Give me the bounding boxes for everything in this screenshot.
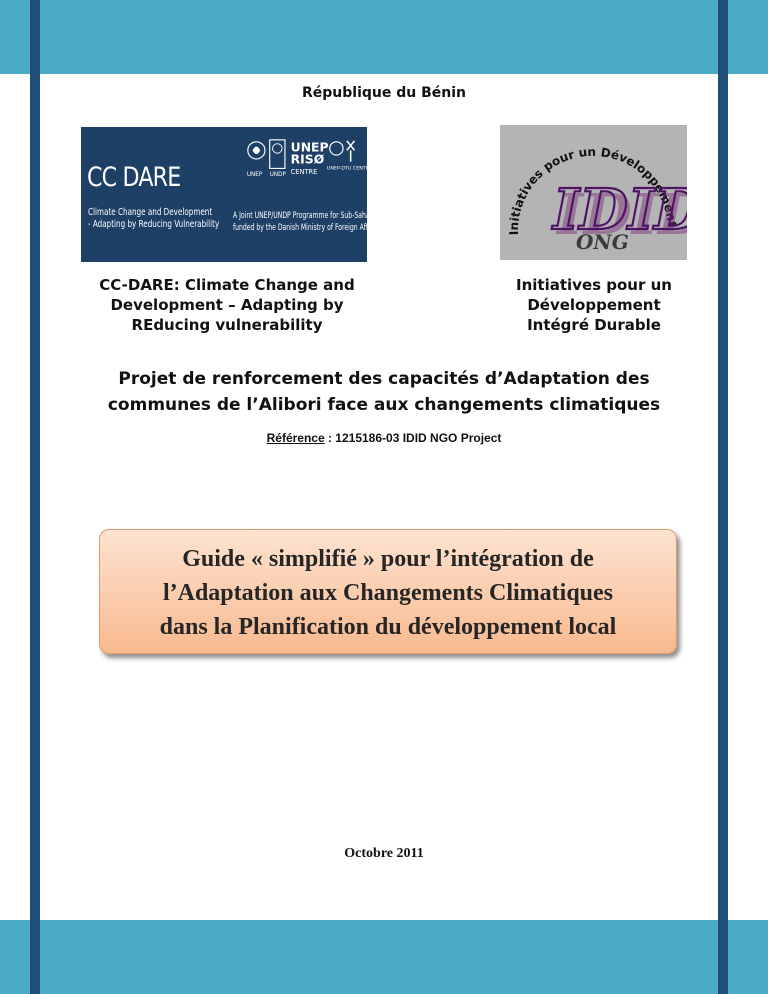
- centre-text: CENTRE: [290, 168, 318, 177]
- guide-title-box: [99, 529, 677, 654]
- unep-text: UNEP: [290, 140, 329, 155]
- riso-text: RISØ: [290, 152, 325, 167]
- project-reference: [0, 431, 768, 445]
- top-banner: [0, 0, 768, 74]
- idid-caption: Initiatives pour un Développement Intégré Durable: [516, 276, 672, 334]
- ong-mark: ONG: [576, 230, 629, 254]
- idid-letters-shadow: IDI: [557, 182, 658, 248]
- left-border-bar: [30, 0, 40, 994]
- cc-dare-wordmark: CC DARE: [87, 162, 181, 193]
- cc-dare-tagline: A Joint UNEP/UNDP Programme for Sub-Saharan Africa funded by the Danish Ministry of Foreign Affairs: [233, 211, 400, 233]
- undp-small-label: UNDP: [269, 172, 286, 179]
- idid-emblem: [500, 125, 687, 260]
- idid-arc-text: Initiatives pour un Développement: [506, 144, 680, 236]
- bottom-banner: [0, 920, 768, 994]
- unep-small-label: UNEP: [246, 172, 263, 179]
- unep-dtu-small-label: UNEP-DTU CENTRE: [326, 166, 372, 172]
- cc-dare-subtitle: Climate Change and Development - Adapting by Reducing Vulnerability: [88, 207, 220, 230]
- right-border-bar: [718, 0, 728, 994]
- reference-value: : 1215186-03 IDID NGO Project: [324, 431, 502, 445]
- partner-emblems: [244, 137, 372, 179]
- cc-dare-caption: CC-DARE: Climate Change and Development – Adapting by REducing vulnerability: [99, 276, 355, 334]
- reference-label: Référence: [266, 431, 325, 445]
- country-heading: République du Bénin: [301, 85, 466, 101]
- idid-letters: IDI: [553, 177, 654, 243]
- publication-date: Octobre 2011: [344, 846, 424, 861]
- idid-ngo-logo: [500, 125, 687, 260]
- project-title: Projet de renforcement des capacités d’Adaptation des communes de l’Alibori face aux changements climatiques: [107, 369, 661, 415]
- cc-dare-logo: [81, 127, 400, 262]
- guide-title: Guide « simplifié » pour l’intégration de l’Adaptation aux Changements Climatiques dans la Planification du développement local: [159, 546, 617, 640]
